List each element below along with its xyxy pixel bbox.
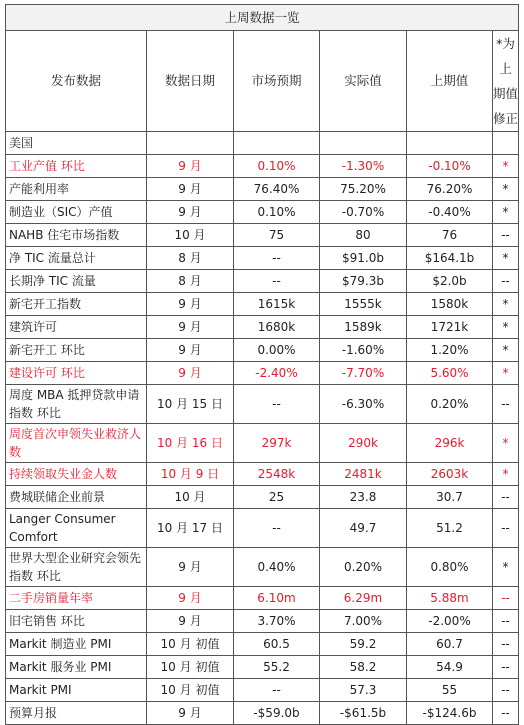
cell-previous: $164.1b [407, 247, 493, 270]
cell-date: 10 月 初值 [147, 656, 234, 679]
cell-expected: 25 [234, 486, 320, 509]
table-row [6, 610, 519, 633]
table-row [6, 587, 519, 610]
table-title: 上周数据一览 [6, 5, 519, 31]
cell-actual: -0.70% [320, 201, 407, 224]
table-row [6, 702, 519, 725]
cell-note: * [493, 362, 519, 385]
cell-note: * [493, 155, 519, 178]
cell-previous: 51.2 [407, 509, 493, 548]
cell-previous: 76.20% [407, 178, 493, 201]
cell-name: 产能利用率 [6, 178, 147, 201]
cell-note: * [493, 424, 519, 463]
table-row [6, 178, 519, 201]
header-previous: 上期值 [407, 31, 493, 132]
cell-actual: -1.30% [320, 155, 407, 178]
cell-note: * [493, 339, 519, 362]
cell-name: 长期净 TIC 流量 [6, 270, 147, 293]
cell-previous: 5.88m [407, 587, 493, 610]
cell-actual: 0.20% [320, 548, 407, 587]
table-row [6, 463, 519, 486]
cell-actual: 59.2 [320, 633, 407, 656]
cell-date: 10 月 初值 [147, 633, 234, 656]
cell-expected: 75 [234, 224, 320, 247]
cell-expected: -- [234, 385, 320, 424]
cell-name: 制造业（SIC）产值 [6, 201, 147, 224]
cell-date: 9 月 [147, 201, 234, 224]
header-note-line: 修正 [493, 111, 519, 126]
cell-name: NAHB 住宅市场指数 [6, 224, 147, 247]
cell-actual: $91.0b [320, 247, 407, 270]
header-date: 数据日期 [147, 31, 234, 132]
cell-expected: 60.5 [234, 633, 320, 656]
cell-previous: -0.40% [407, 201, 493, 224]
table-header-row [6, 31, 519, 132]
cell-expected: 55.2 [234, 656, 320, 679]
cell-name: 建筑许可 [6, 316, 147, 339]
cell-name: 持续领取失业金人数 [6, 463, 147, 486]
cell-expected: -- [234, 247, 320, 270]
cell-previous: 2603k [407, 463, 493, 486]
cell-date: 10 月 16 日 [147, 424, 234, 463]
cell-actual: 6.29m [320, 587, 407, 610]
cell-actual: -1.60% [320, 339, 407, 362]
cell-expected: 0.40% [234, 548, 320, 587]
section-empty-cell [234, 132, 320, 155]
cell-previous: 60.7 [407, 633, 493, 656]
cell-note: * [493, 463, 519, 486]
cell-expected: 76.40% [234, 178, 320, 201]
cell-name: 工业产值 环比 [6, 155, 147, 178]
cell-expected: 1680k [234, 316, 320, 339]
cell-name: 旧宅销售 环比 [6, 610, 147, 633]
cell-name: Markit 制造业 PMI [6, 633, 147, 656]
cell-note: -- [493, 270, 519, 293]
header-note [493, 31, 519, 132]
cell-previous: 0.80% [407, 548, 493, 587]
cell-name: Langer Consumer Comfort [6, 509, 147, 548]
cell-name: 世界大型企业研究会领先指数 环比 [6, 548, 147, 587]
cell-actual: 49.7 [320, 509, 407, 548]
cell-name: 建设许可 环比 [6, 362, 147, 385]
cell-actual: $79.3b [320, 270, 407, 293]
table-row [6, 656, 519, 679]
cell-date: 8 月 [147, 247, 234, 270]
cell-date: 9 月 [147, 702, 234, 725]
cell-note: -- [493, 679, 519, 702]
cell-actual: -6.30% [320, 385, 407, 424]
cell-expected: 6.10m [234, 587, 320, 610]
table-row [6, 362, 519, 385]
cell-note: -- [493, 385, 519, 424]
cell-note: * [493, 201, 519, 224]
cell-name: 新宅开工指数 [6, 293, 147, 316]
cell-date: 9 月 [147, 339, 234, 362]
cell-name: Markit PMI [6, 679, 147, 702]
table-row [6, 339, 519, 362]
cell-date: 10 月 初值 [147, 679, 234, 702]
cell-previous: $2.0b [407, 270, 493, 293]
cell-note: * [493, 316, 519, 339]
section-empty-cell [493, 132, 519, 155]
cell-actual: -7.70% [320, 362, 407, 385]
cell-date: 10 月 [147, 224, 234, 247]
cell-expected: 0.10% [234, 201, 320, 224]
cell-note: -- [493, 610, 519, 633]
cell-date: 10 月 17 日 [147, 509, 234, 548]
cell-note: -- [493, 656, 519, 679]
section-empty-cell [147, 132, 234, 155]
table-row [6, 385, 519, 424]
table-row [6, 201, 519, 224]
cell-name: Markit 服务业 PMI [6, 656, 147, 679]
cell-actual: 58.2 [320, 656, 407, 679]
section-label: 美国 [6, 132, 147, 155]
table-row [6, 247, 519, 270]
cell-expected: -- [234, 679, 320, 702]
cell-previous: -0.10% [407, 155, 493, 178]
weekly-data-panel [5, 4, 518, 725]
cell-actual: 1555k [320, 293, 407, 316]
cell-expected: 2548k [234, 463, 320, 486]
table-row [6, 486, 519, 509]
cell-name: 净 TIC 流量总计 [6, 247, 147, 270]
cell-actual: 80 [320, 224, 407, 247]
cell-previous: 296k [407, 424, 493, 463]
table-body [6, 5, 519, 725]
cell-note: -- [493, 633, 519, 656]
table-row [6, 548, 519, 587]
cell-expected: 1615k [234, 293, 320, 316]
cell-previous: 54.9 [407, 656, 493, 679]
cell-previous: 5.60% [407, 362, 493, 385]
cell-date: 10 月 15 日 [147, 385, 234, 424]
cell-previous: 76 [407, 224, 493, 247]
cell-expected: 0.10% [234, 155, 320, 178]
table-row [6, 155, 519, 178]
cell-actual: -$61.5b [320, 702, 407, 725]
cell-previous: 0.20% [407, 385, 493, 424]
cell-expected: -- [234, 509, 320, 548]
table-row [6, 633, 519, 656]
cell-actual: 1589k [320, 316, 407, 339]
table-row [6, 270, 519, 293]
cell-note: -- [493, 486, 519, 509]
cell-actual: 7.00% [320, 610, 407, 633]
cell-previous: -$124.6b [407, 702, 493, 725]
header-note-line: 期值 [493, 86, 519, 101]
table-row [6, 224, 519, 247]
table-row [6, 509, 519, 548]
cell-actual: 2481k [320, 463, 407, 486]
cell-actual: 290k [320, 424, 407, 463]
header-actual: 实际值 [320, 31, 407, 132]
cell-note: * [493, 293, 519, 316]
cell-date: 10 月 9 日 [147, 463, 234, 486]
cell-actual: 75.20% [320, 178, 407, 201]
cell-name: 周度首次申领失业救济人数 [6, 424, 147, 463]
cell-date: 9 月 [147, 155, 234, 178]
cell-expected: -2.40% [234, 362, 320, 385]
cell-date: 9 月 [147, 362, 234, 385]
section-empty-cell [320, 132, 407, 155]
cell-date: 9 月 [147, 293, 234, 316]
cell-note: -- [493, 224, 519, 247]
cell-date: 9 月 [147, 316, 234, 339]
cell-previous: -2.00% [407, 610, 493, 633]
cell-note: * [493, 247, 519, 270]
cell-note: -- [493, 702, 519, 725]
cell-expected: 297k [234, 424, 320, 463]
cell-previous: 30.7 [407, 486, 493, 509]
cell-expected: 3.70% [234, 610, 320, 633]
cell-expected: -- [234, 270, 320, 293]
cell-name: 预算月报 [6, 702, 147, 725]
cell-date: 9 月 [147, 610, 234, 633]
cell-note: -- [493, 509, 519, 548]
weekly-data-table [5, 4, 519, 725]
header-note-line: *为上 [496, 36, 515, 76]
cell-name: 周度 MBA 抵押贷款申请指数 环比 [6, 385, 147, 424]
cell-previous: 55 [407, 679, 493, 702]
cell-name: 新宅开工 环比 [6, 339, 147, 362]
cell-date: 10 月 [147, 486, 234, 509]
cell-actual: 57.3 [320, 679, 407, 702]
cell-date: 9 月 [147, 548, 234, 587]
cell-name: 二手房销量年率 [6, 587, 147, 610]
cell-expected: 0.00% [234, 339, 320, 362]
cell-date: 9 月 [147, 178, 234, 201]
table-row [6, 424, 519, 463]
table-row [6, 293, 519, 316]
cell-note: * [493, 548, 519, 587]
header-expected: 市场预期 [234, 31, 320, 132]
cell-previous: 1721k [407, 316, 493, 339]
cell-name: 费城联储企业前景 [6, 486, 147, 509]
cell-date: 9 月 [147, 587, 234, 610]
section-row [6, 132, 519, 155]
cell-actual: 23.8 [320, 486, 407, 509]
table-title-row [6, 5, 519, 31]
cell-note: * [493, 178, 519, 201]
cell-expected: -$59.0b [234, 702, 320, 725]
cell-date: 8 月 [147, 270, 234, 293]
section-empty-cell [407, 132, 493, 155]
cell-note: -- [493, 587, 519, 610]
cell-previous: 1580k [407, 293, 493, 316]
table-row [6, 679, 519, 702]
header-name: 发布数据 [6, 31, 147, 132]
table-row [6, 316, 519, 339]
cell-previous: 1.20% [407, 339, 493, 362]
